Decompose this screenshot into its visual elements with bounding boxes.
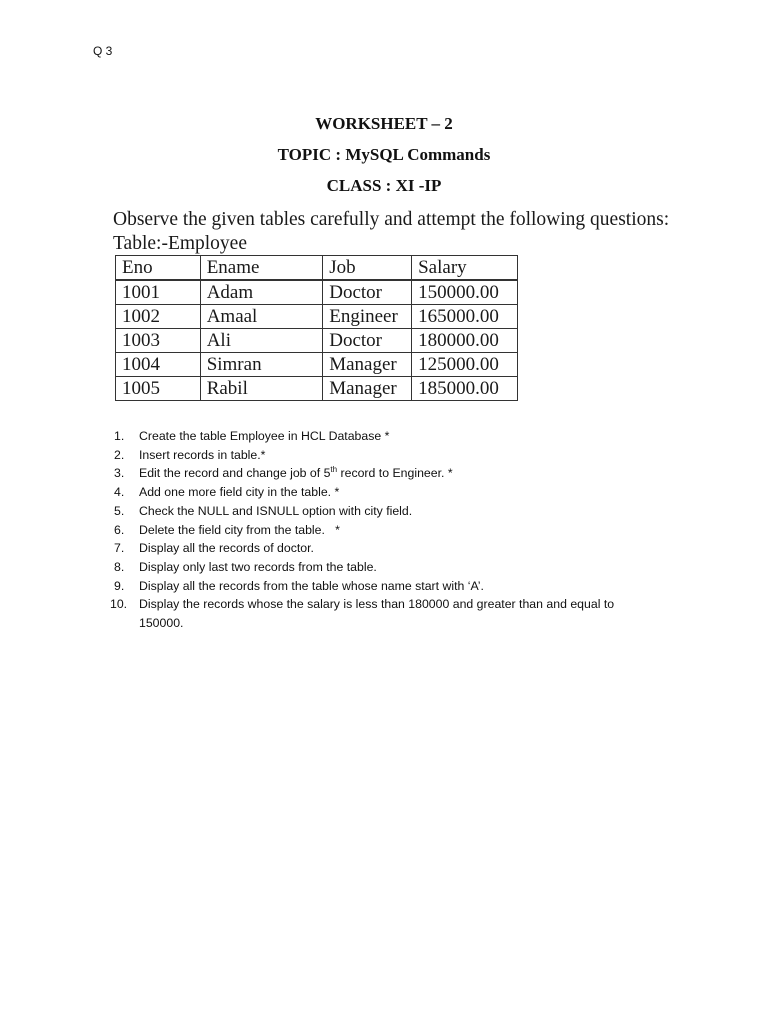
question-text: Add one more field city in the table. * xyxy=(139,485,340,500)
question-item xyxy=(100,446,660,465)
question-text: Create the table Employee in HCL Database * xyxy=(139,429,390,443)
question-text: Delete the field city from the table. * xyxy=(139,522,340,537)
cell-salary: 180000.00 xyxy=(412,329,518,353)
question-item xyxy=(100,521,660,540)
table-header-row xyxy=(116,256,518,281)
cell-eno: 1003 xyxy=(116,329,201,353)
question-item xyxy=(100,558,660,577)
cell-job: Manager xyxy=(323,353,412,377)
question-text: Display all the records of doctor. xyxy=(139,541,314,556)
question-item xyxy=(100,595,660,632)
cell-job: Doctor xyxy=(323,329,412,353)
question-text: Check the NULL and ISNULL option with city field. xyxy=(139,503,413,518)
question-number: 8. xyxy=(114,559,125,574)
question-list xyxy=(100,427,660,633)
cell-eno: 1001 xyxy=(116,280,201,305)
cell-job: Engineer xyxy=(323,305,412,329)
class-heading: CLASS : XI -IP xyxy=(326,176,442,195)
question-item xyxy=(100,483,660,502)
question-number: 2. xyxy=(114,447,125,462)
question-number: 1. xyxy=(114,429,125,443)
topic-heading: TOPIC : MySQL Commands xyxy=(277,145,491,164)
question-text-end: record to Engineer. * xyxy=(337,466,453,481)
question-number: 3. xyxy=(114,466,125,481)
cell-ename: Adam xyxy=(200,280,323,305)
table-row xyxy=(116,329,518,353)
intro-text: Observe the given tables carefully and attempt the following questions: xyxy=(113,209,670,230)
question-item xyxy=(100,577,660,596)
table-row xyxy=(116,377,518,401)
question-number: 9. xyxy=(114,578,125,593)
table-caption: Table:-Employee xyxy=(113,233,247,254)
question-number: 6. xyxy=(114,522,125,537)
question-text-start: Edit the record and change job of 5 xyxy=(139,466,331,481)
question-number: 5. xyxy=(114,503,125,518)
cell-salary: 165000.00 xyxy=(412,305,518,329)
question-item xyxy=(100,427,660,446)
cell-eno: 1005 xyxy=(116,377,201,401)
question-text xyxy=(139,466,453,480)
question-label: Q 3 xyxy=(93,44,113,58)
column-header-eno: Eno xyxy=(116,256,201,281)
cell-job: Manager xyxy=(323,377,412,401)
cell-eno: 1002 xyxy=(116,305,201,329)
question-item xyxy=(100,539,660,558)
employee-table xyxy=(115,255,518,401)
table-row xyxy=(116,353,518,377)
question-number: 10. xyxy=(110,597,128,612)
question-number: 7. xyxy=(114,541,125,556)
ordinal-suffix: th xyxy=(330,465,338,475)
column-header-ename: Ename xyxy=(200,256,323,281)
cell-salary: 185000.00 xyxy=(412,377,518,401)
question-text: Display the records whose the salary is less than 180000 and greater than and equal to 150000. xyxy=(139,597,615,631)
cell-job: Doctor xyxy=(323,280,412,305)
question-text: Insert records in table.* xyxy=(139,447,266,462)
cell-ename: Amaal xyxy=(200,305,323,329)
question-number: 4. xyxy=(114,485,125,500)
cell-ename: Simran xyxy=(200,353,323,377)
column-header-job: Job xyxy=(323,256,412,281)
cell-salary: 125000.00 xyxy=(412,353,518,377)
question-item xyxy=(100,502,660,521)
table-row xyxy=(116,305,518,329)
cell-eno: 1004 xyxy=(116,353,201,377)
cell-ename: Rabil xyxy=(200,377,323,401)
question-text: Display only last two records from the table. xyxy=(139,559,377,574)
worksheet-title: WORKSHEET – 2 xyxy=(315,114,453,133)
cell-ename: Ali xyxy=(200,329,323,353)
table-row xyxy=(116,280,518,305)
cell-salary: 150000.00 xyxy=(412,280,518,305)
column-header-salary: Salary xyxy=(412,256,518,281)
question-item xyxy=(100,464,660,483)
question-text: Display all the records from the table whose name start with ‘A’. xyxy=(139,578,484,593)
